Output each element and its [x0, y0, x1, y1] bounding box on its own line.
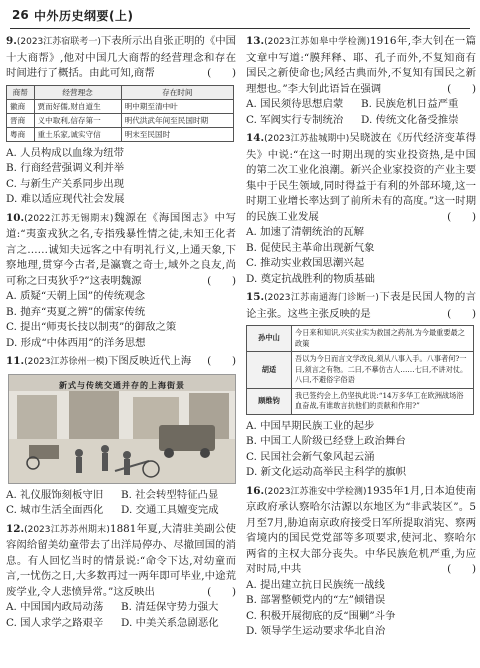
table-row — [247, 388, 474, 414]
table-cell: 明中期至清中叶 — [121, 99, 233, 113]
question-14 — [246, 131, 476, 287]
option-c[interactable]: C. 提出“师夷长技以制夷”的御敌之策 — [6, 321, 177, 333]
stem-text: 魏源在《海国图志》中写道:“夷蛮戎狄之名,专指残暴性情之徒,未知王化者言之……诚知夫远客之中有明礼行义,上通天象,下察地理,贯穿今古者,是瀛寰之奇士,域外之良友,尚可称之曰夷狄乎?”这表明魏源 — [6, 211, 236, 287]
table-header: 存在时间 — [121, 85, 233, 99]
option-a[interactable]: A. 中国国内政局动荡 — [6, 601, 104, 613]
question-number: 16. — [246, 484, 265, 497]
question-source: (2022江苏无锡期末) — [24, 213, 114, 224]
option-d[interactable]: D. 新文化运动高举民主科学的旗帜 — [246, 466, 407, 478]
question-number: 9. — [6, 35, 17, 47]
answer-blank: ( ) — [207, 67, 236, 79]
person-name: 孙中山 — [247, 326, 292, 352]
question-number: 13. — [246, 35, 265, 47]
stem-text: 1916年,李大钊在一篇文章中写道:“膜拜释、耶、孔子而外,不复知商有国民之新使命也;风经古典而外,不复知有国民之新理想也。”李大钊此语旨在强调 — [246, 35, 476, 95]
option-a[interactable]: A. 人员构成以血缘为纽带 — [6, 146, 125, 159]
option-a[interactable]: A. 礼仪服饰刻板守旧 — [6, 488, 104, 501]
question-source: (2023江苏苏州期末) — [24, 524, 110, 535]
question-stem — [246, 34, 476, 97]
stem-text: 吴晓波在《历代经济变革得失》中说:“在这一时期出现的实业投资热,是中国的第二次工业化浪潮。新兴企业家投资的产业主要集中于民生领域,同时得益于有利的外部环境,这一时期工业增长率达到了前所未有的高度。”这一时期的民族工业发展 — [246, 132, 477, 223]
question-11 — [6, 354, 236, 519]
table-header: 经营理念 — [34, 85, 121, 99]
question-stem — [246, 290, 476, 322]
option-d[interactable]: D. 难以适应现代社会发展 — [6, 193, 125, 205]
question-stem — [6, 34, 236, 82]
table-row — [7, 127, 234, 141]
option-a[interactable]: A. 中国早期民族工业的起步 — [246, 419, 375, 432]
question-13 — [246, 34, 476, 128]
question-number: 11. — [6, 355, 25, 367]
option-d[interactable]: D. 奠定抗战胜利的物质基础 — [246, 272, 375, 285]
options-grid — [6, 488, 236, 519]
question-stem — [6, 354, 236, 371]
answer-blank: ( ) — [447, 307, 476, 320]
option-c[interactable]: C. 推动实业救国思潮兴起 — [246, 257, 365, 269]
option-c[interactable]: C. 国人求学之路艰辛 — [6, 616, 104, 629]
quote-text: 今日来和知识,兴实业实为救国之药剂,为今最重要最之政策 — [292, 326, 474, 352]
option-b[interactable]: B. 部署整顿党内的“左”倾错误 — [246, 594, 386, 606]
question-10 — [6, 211, 236, 352]
question-12 — [6, 522, 236, 632]
question-source: (2023江苏宿联考一) — [16, 37, 101, 47]
option-a[interactable]: A. 提出建立抗日民族统一战线 — [246, 578, 385, 591]
table-row — [7, 113, 234, 127]
quotes-table — [246, 325, 474, 415]
option-d[interactable]: D. 中美关系急剧恶化 — [121, 616, 219, 629]
question-number: 15. — [246, 291, 265, 303]
quote-text: 我已签约会上,仍坚执此说:“14万多华工在欧洲战场浴血奋战,有谁敢言抗他们的贡献和作用?” — [292, 388, 474, 414]
merchant-table — [6, 85, 234, 142]
option-b[interactable]: B. 行商经营强调义利并举 — [6, 162, 125, 174]
option-c[interactable]: C. 与新生产关系同步出现 — [6, 177, 125, 190]
option-b[interactable]: B. 民族危机日益严重 — [361, 98, 459, 110]
question-source: (2023江苏南通海门诊断一) — [264, 293, 379, 303]
table-cell: 粤商 — [7, 127, 35, 141]
stem-text: 下表是民国人物的言论主张。这些主张反映的是 — [246, 291, 476, 320]
left-column — [6, 34, 236, 634]
question-source: (2023江苏如皋中学检测) — [264, 37, 370, 47]
answer-blank: ( ) — [207, 355, 236, 367]
person-name: 胡适 — [247, 352, 292, 389]
question-stem — [6, 522, 236, 601]
question-source: (2023江苏淮安中学检测) — [264, 486, 367, 497]
person-name: 顾维钧 — [247, 388, 292, 414]
option-d[interactable]: D. 传统文化备受推崇 — [361, 113, 459, 126]
table-row — [7, 99, 234, 113]
stem-text: 1881年夏,大清驻美副公使容闳给留美幼童带去了出洋局停办、尽撤回国的消息。有人回忆当时的情景说:“命令下达,对幼童而言,一忧伤之日,大多数再过一两年即可毕业,中途荒废学业,令人悲愤异常。”这反映出 — [6, 522, 236, 598]
book-title: 中外历史纲要(上) — [34, 9, 134, 23]
table-row — [247, 326, 474, 352]
question-15 — [246, 290, 476, 481]
option-d[interactable]: D. 交通工具嬗变完成 — [121, 504, 219, 516]
table-cell: 晋商 — [7, 113, 35, 127]
stem-text: 1935年1月,日本迫使南京政府承认察哈尔沽源以东地区为“非武装区”。5月至7月,胁迫南京政府接受日军所提取消宪、察两省境内的国民党党部等多项要求,使河北、察哈尔两省的主权大部分丧失。中华民族危机严重,为应对时局,中共 — [246, 484, 476, 575]
question-source: (2023江苏徐州一模) — [24, 357, 109, 367]
question-stem — [246, 131, 476, 225]
option-c[interactable]: C. 积极开展彻底的反“围剿”斗争 — [246, 609, 396, 622]
page-number: 26 — [12, 8, 29, 22]
question-number: 14. — [246, 132, 265, 144]
quote-text: 吾以为今日而言文学改良,须从八事入手。八事者何?一曰,须言之有物。二曰,不摹仿古人……七曰,不讲对仗。八曰,不避俗字俗语 — [292, 352, 474, 389]
stem-text: 下表所示出自张正明的《中国十大商帮》,他对中国几大商帮的经营理念和存在时间进行了概括。由此可知,商帮 — [6, 35, 237, 79]
stem-text: 下图反映近代上海 — [108, 355, 192, 367]
option-a[interactable]: A. 加速了清朝统治的瓦解 — [246, 226, 365, 238]
answer-blank: ( ) — [207, 274, 236, 287]
option-b[interactable]: B. 促使民主革命出现新气象 — [246, 241, 375, 254]
options-grid — [246, 97, 476, 128]
table-cell: 徽商 — [7, 99, 35, 113]
table-cell: 义中取利,信存第一 — [34, 113, 121, 127]
image-caption: 新式与传统交通并存的上海街景 — [59, 379, 185, 390]
answer-blank: ( ) — [447, 82, 476, 95]
answer-blank: ( ) — [447, 210, 476, 223]
question-9 — [6, 34, 236, 208]
option-d[interactable]: D. 领导学生运动要求华北自治 — [246, 625, 386, 637]
option-c[interactable]: C. 军阀实行专制统治 — [246, 113, 344, 126]
option-d[interactable]: D. 形成“中体西用”的洋务思想 — [6, 336, 146, 349]
option-a[interactable]: A. 国民须待思想启蒙 — [246, 98, 344, 110]
table-cell: 明末至民国时 — [121, 127, 233, 141]
question-number: 10. — [6, 211, 25, 224]
question-source: (2023江苏盐城期中) — [264, 134, 350, 144]
table-cell: 重土乐家,诚实守信 — [34, 127, 121, 141]
option-b[interactable]: B. 清廷保守势力强大 — [121, 601, 219, 613]
options-grid — [6, 600, 236, 631]
table-cell: 明代洪武年间至民国时期 — [121, 113, 233, 127]
right-column — [246, 34, 476, 643]
question-stem — [6, 211, 236, 290]
page-header — [10, 6, 470, 29]
option-a[interactable]: A. 质疑“天朝上国”的传统观念 — [6, 290, 146, 302]
option-c[interactable]: C. 民国社会新气象风起云涌 — [246, 450, 375, 463]
table-header-row — [7, 85, 234, 99]
option-c[interactable]: C. 城市生活全面西化 — [6, 504, 104, 516]
table-header: 商帮 — [7, 85, 35, 99]
question-stem — [246, 484, 476, 578]
question-16 — [246, 484, 476, 640]
option-b[interactable]: B. 中国工人阶级已经登上政治舞台 — [246, 435, 406, 447]
answer-blank: ( ) — [447, 563, 476, 575]
table-row — [247, 352, 474, 389]
answer-blank: ( ) — [207, 585, 236, 598]
table-cell: 贾而好儒,财自道生 — [34, 99, 121, 113]
street-scene-illustration — [8, 374, 236, 484]
question-number: 12. — [6, 522, 25, 535]
option-b[interactable]: B. 抛弃“夷夏之辨”的儒家传统 — [6, 305, 146, 318]
option-b[interactable]: B. 社会转型特征凸显 — [121, 488, 219, 501]
